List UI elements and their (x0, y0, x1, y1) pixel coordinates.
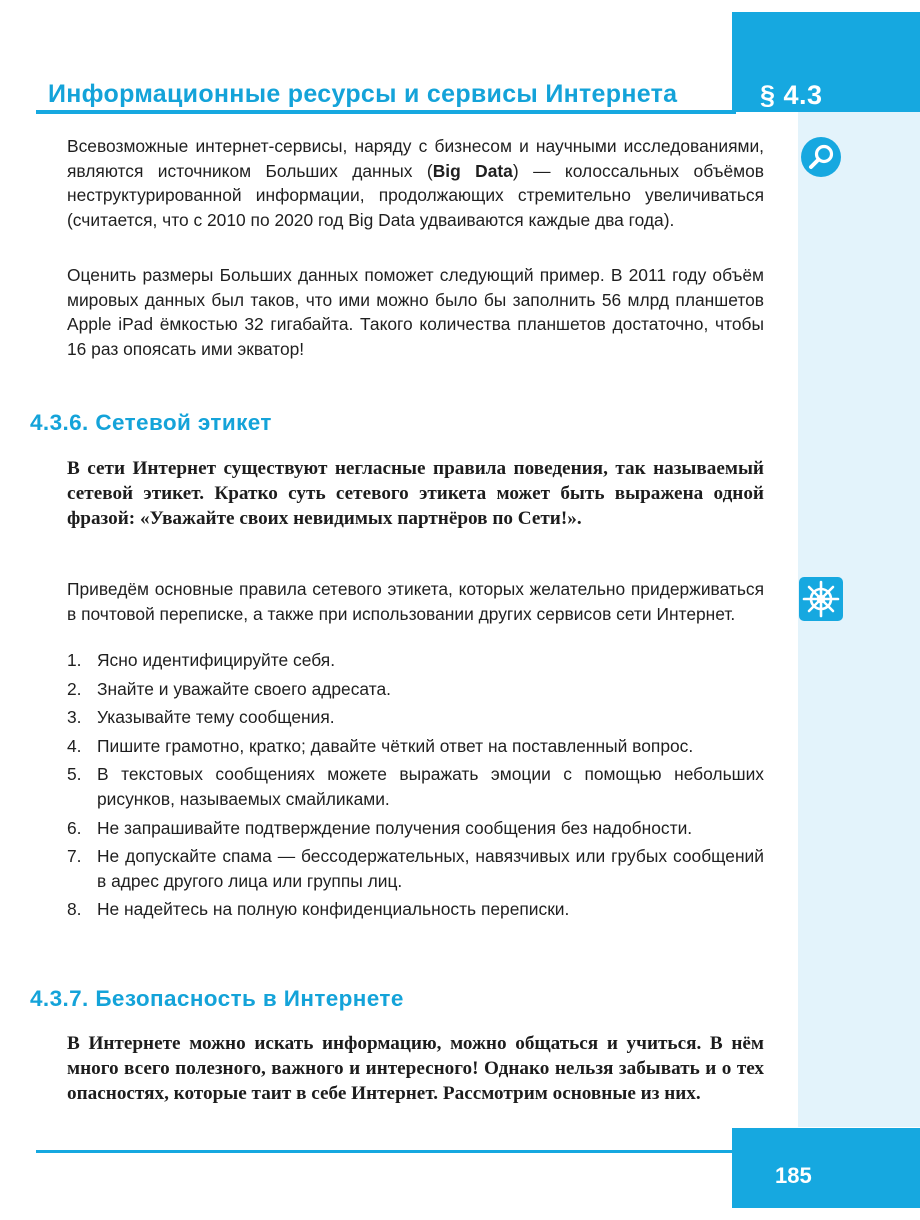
section-heading-security: 4.3.7. Безопасность в Интернете (30, 986, 404, 1011)
list-item: 5. В текстовых сообщениях можете выражать эмоции с помощью небольших рисунков, называемых смайликами. (67, 764, 764, 809)
netiquette-intro: Приведём основные правила сетевого этикета, которых желательно придерживаться в почтовой переписке, а также при использовании других сервисов сети Интернет. (67, 579, 764, 624)
ships-wheel-icon (798, 576, 844, 622)
list-item: 3. Указывайте тему сообщения. (67, 707, 335, 728)
list-item: 1. Ясно идентифицируйте себя. (67, 650, 336, 670)
security-lead: В Интернете можно искать информацию, можно общаться и учиться. В нём много всего полезного, важного и интересного! Однако нельзя забывать и о тех опасностях, которые таит в себе Интернет. Рассмотрим основные из них. (67, 1033, 764, 1104)
netiquette-rules-list (67, 648, 764, 926)
netiquette-lead: В сети Интернет существуют негласные правила поведения, так называемый сетевой этикет. Кратко суть сетевого этикета может быть выражена одной фразой: «Уважайте своих невидимых партнёров по Сети!». (67, 458, 764, 529)
list-item: 8. Не надейтесь на полную конфиденциальность переписки. (67, 899, 570, 920)
page-number: 185 (775, 1163, 812, 1188)
big-data-paragraph: Всевозможные интернет-сервисы, наряду с бизнесом и научными исследованиями, являются источником Больших данных (Big Data) — колоссальных объёмов неструктурированной информации, продолжающих стремительно увеличиваться (считается, что с 2010 по 2020 год Big Data удваиваются каждые два года). (67, 136, 764, 230)
list-item: 7. Не допускайте спама — бессодержательных, навязчивых или грубых сообщений в адрес другого лица или группы лиц. (67, 846, 764, 891)
list-item: 6. Не запрашивайте подтверждение получения сообщения без надобности. (67, 817, 693, 838)
big-data-term: Big Data (432, 160, 513, 181)
page-number-badge (732, 1128, 920, 1208)
magnifier-icon (800, 136, 842, 178)
footer-rule (36, 1150, 736, 1153)
tablets-paragraph: Оценить размеры Больших данных поможет следующий пример. В 2011 году объём мировых данных был таков, что ими можно было бы заполнить 56 млрд планшетов Apple iPad ёмкостью 32 гигабайта. Такого количества планшетов достаточно, чтобы 16 раз опоясать ими экватор! (67, 265, 764, 359)
chapter-title: Информационные ресурсы и сервисы Интернета (48, 80, 678, 108)
section-number: § 4.3 (760, 80, 823, 110)
list-item: 2. Знайте и уважайте своего адресата. (67, 678, 391, 699)
section-heading-netiquette: 4.3.6. Сетевой этикет (30, 410, 272, 435)
list-item: 4. Пишите грамотно, кратко; давайте чёткий ответ на поставленный вопрос. (67, 735, 694, 756)
header-rule (36, 110, 736, 114)
